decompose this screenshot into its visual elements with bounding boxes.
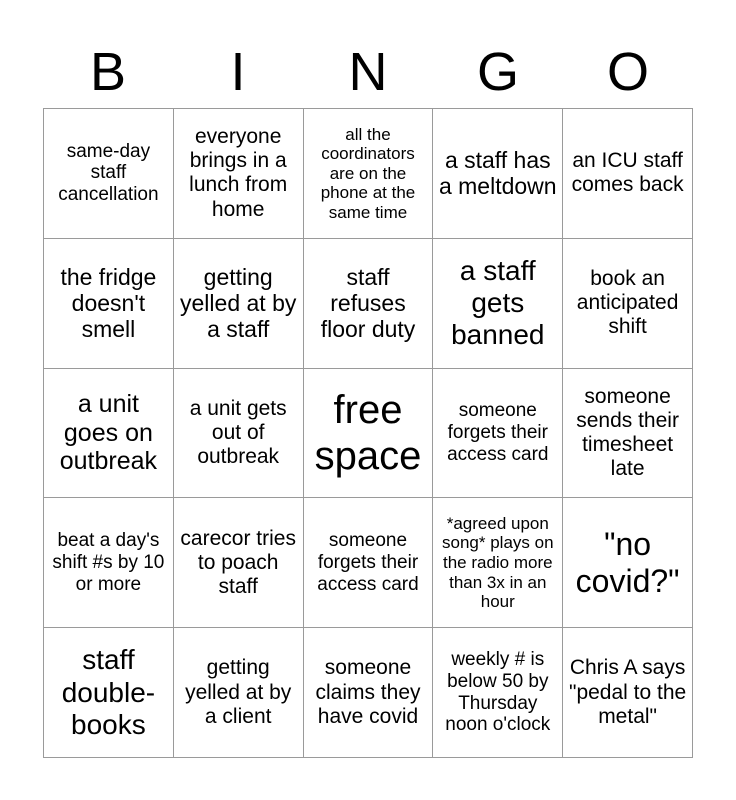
bingo-cell[interactable] (563, 239, 693, 369)
bingo-cell[interactable] (44, 628, 174, 758)
header-letter-n: N (348, 42, 388, 102)
cell-text: a unit goes on outbreak (59, 389, 158, 476)
cell-text: a unit gets out of outbreak (189, 396, 287, 469)
cell-text: "no covid?" (575, 525, 680, 599)
bingo-cell[interactable] (174, 239, 304, 369)
bingo-cell[interactable] (174, 498, 304, 628)
bingo-cell[interactable] (44, 369, 174, 499)
cell-text: someone forgets their access card (317, 530, 419, 595)
bingo-cell[interactable] (433, 628, 563, 758)
cell-text: someone sends their timesheet late (576, 384, 679, 481)
cell-text: a staff has a meltdown (438, 146, 557, 200)
cell-text: the fridge doesn't smell (60, 263, 157, 343)
cell-text: someone claims they have covid (315, 656, 421, 728)
bingo-cell[interactable] (304, 109, 434, 239)
cell-text: carecor tries to poach staff (180, 526, 296, 598)
bingo-grid (43, 108, 693, 758)
bingo-cell[interactable] (44, 498, 174, 628)
bingo-cell[interactable] (174, 628, 304, 758)
bingo-cell[interactable] (433, 109, 563, 239)
cell-text: an ICU staff comes back (571, 149, 684, 197)
cell-text: someone forgets their access card (447, 400, 549, 465)
bingo-cell[interactable] (174, 109, 304, 239)
bingo-cell[interactable] (304, 498, 434, 628)
header-letter-o: O (606, 42, 649, 102)
bingo-cell[interactable] (433, 239, 563, 369)
bingo-cell[interactable] (563, 369, 693, 499)
cell-text: same-day staff cancellation (58, 140, 159, 206)
bingo-cell[interactable] (563, 628, 693, 758)
cell-text: Chris A says "pedal to the metal" (568, 656, 687, 728)
cell-text: getting yelled at by a client (185, 656, 292, 728)
cell-text: beat a day's shift #s by 10 or more (52, 530, 165, 595)
bingo-cell[interactable] (433, 369, 563, 499)
cell-text: a staff gets banned (451, 254, 545, 351)
bingo-cell[interactable] (174, 369, 304, 499)
header-letter-g: G (476, 42, 519, 102)
cell-text: book an anticipated shift (576, 266, 679, 339)
free-space-cell[interactable] (304, 369, 434, 499)
bingo-cell[interactable] (304, 239, 434, 369)
cell-text: free space (314, 387, 422, 478)
cell-text: all the coordinators are on the phone at the same time (320, 124, 416, 222)
cell-text: staff refuses floor duty (320, 263, 416, 343)
bingo-cell[interactable] (44, 109, 174, 239)
bingo-cell[interactable] (563, 498, 693, 628)
cell-text: getting yelled at by a staff (180, 263, 297, 343)
bingo-cell[interactable] (563, 109, 693, 239)
cell-text: everyone brings in a lunch from home (189, 125, 288, 221)
cell-text: weekly # is below 50 by Thursday noon o'clock (445, 648, 551, 736)
header-letter-i: I (230, 42, 246, 102)
bingo-cell[interactable] (44, 239, 174, 369)
bingo-cell[interactable] (304, 628, 434, 758)
cell-text: staff double-books (61, 644, 156, 740)
bingo-header (43, 40, 693, 104)
cell-text: *agreed upon song* plays on the radio more than 3x in an hour (442, 513, 554, 612)
bingo-cell[interactable] (433, 498, 563, 628)
header-letter-b: B (89, 42, 127, 102)
